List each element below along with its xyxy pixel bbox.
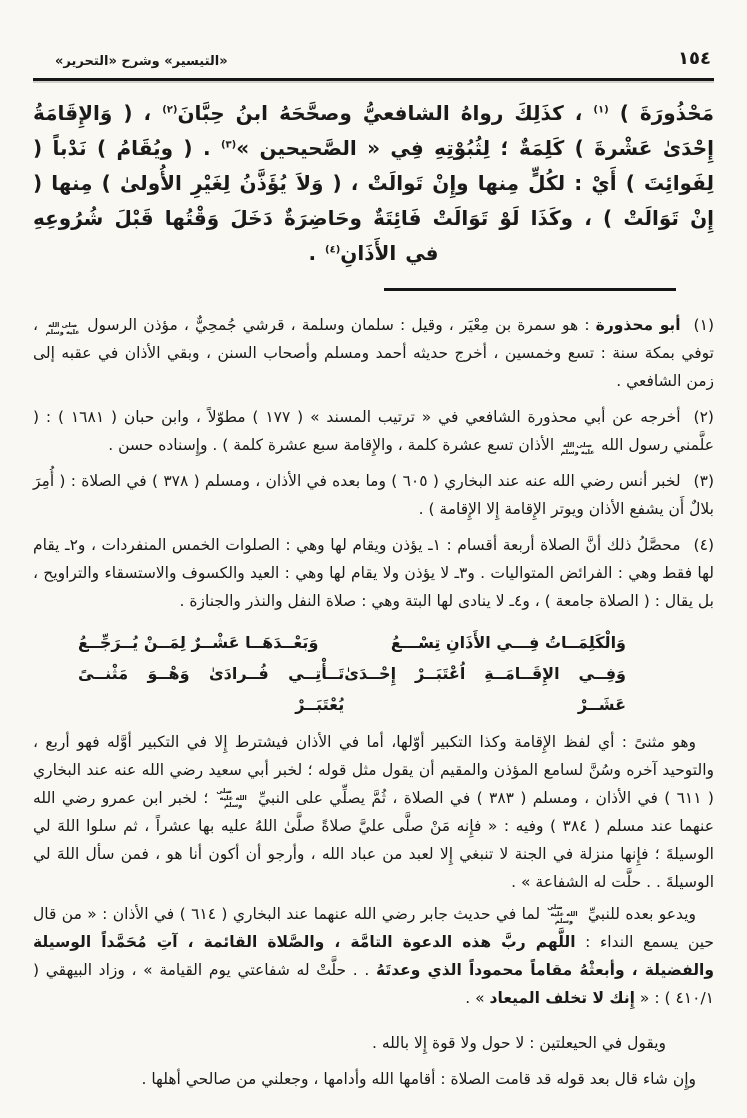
footnote-3-text: لخبر أنس رضي الله عنه عند البخاري ( ٦٠٥ ) وما بعده في الأذان ، ومسلم ( ٣٧٨ ) في الصلاة : ( أُمِرَ بلالٌ أَن يشفع الأذان ويوتر الإِقامة إِلا الإِقامة ) . (33, 472, 714, 518)
verse-line-1 (78, 627, 626, 658)
footnote-2 (33, 403, 714, 459)
verse-2-hemistich-right: وَفِــي الإِقَــامَــةِ اُعْتَبَــرْ إِحْــدَىٰ عَشَــرْ (344, 664, 626, 714)
footnotes-section (33, 311, 714, 1093)
verse-1-hemistich-left: وَبَعْــدَهَــا عَشْــرٌ لِمَــنْ يُــرَجِّــعُ (78, 633, 319, 652)
pbuh-honorific-symbol: صلى الله عليه وسلم (560, 441, 595, 456)
footnote-2-text: أخرجه عن أبي محذورة الشافعي في « ترتيب المسند » ( ١٧٧ ) مطوّلاً ، وابن حبان ( ١٦٨١ ) : ( علَّمني رسول الله صلى الله عليه وسلم الأذان تسع عشرة كلمة ، والإِقامة سبع عشرة كلمة ) . وإِسناده حسن . (33, 408, 714, 456)
pbuh-honorific-symbol: صلى الله عليه وسلم (216, 787, 247, 809)
book-title: «التيسير» وشرح «التحرير» (55, 54, 228, 69)
footnote-separator (384, 288, 676, 291)
pbuh-honorific-symbol: صلى الله عليه وسلم (547, 903, 578, 925)
footnote-1-number: (١) (693, 316, 714, 334)
page-number: ١٥٤ (678, 48, 711, 69)
footnote-3 (33, 467, 714, 523)
commentary-paragraph-4: وإِن شاء قال بعد قوله قد قامت الصلاة : أقامها الله وأدامها ، وجعلني من صالحي أهلها . (141, 1070, 696, 1088)
footnote-4 (33, 531, 714, 615)
footnote-ref-marker: (٤) (325, 244, 341, 256)
header-rule (33, 78, 714, 81)
footnote-ref-marker: (٣) (220, 139, 237, 151)
footnote-2-number: (٢) (693, 408, 714, 426)
commentary-paragraph-3: ويقول في الحيعلتين : لا حول ولا قوة إِلا بالله . (371, 1034, 666, 1052)
verse-block (78, 627, 626, 720)
verse-2-hemistich-left: تَــأْتِــي فُــرادَىٰ وَهْــوَ مَثْنــىً يُعْتَبَــرْ (78, 664, 345, 714)
footnote-1 (33, 311, 714, 395)
footnote-4-number: (٤) (693, 536, 714, 554)
footnote-ref-marker: (١) (593, 104, 609, 116)
footnote-3-number: (٣) (693, 472, 714, 490)
footnote-4-text: محصَّلُ ذلك أنَّ الصلاة أربعة أقسام : ١ـ يؤذن ويقام لها وهي : الصلوات الخمس المنفردات ، و٢ـ يقام لها فقط وهي : الفرائض المتواليات . و٣ـ لا يؤذن ولا يقام لها وهي : العيد والكسوف والاستسقاء والتراويح ، بل يقال : ( الصلاة جامعة ) ، و٤ـ لا ينادى لها البتة وهي : صلاة النفل والنذر والجنازة . (33, 536, 714, 610)
commentary-paragraph-2: ويدعو بعده للنبيِّ صلى الله عليه وسلم لما في حديث جابر رضي الله عنهما عند البخاري ( ٦١٤ ) في الأذان : « من قال حين يسمع النداء : اللَّهم ربَّ هذه الدعوة التامَّة ، والصَّلاة القائمة ، آتِ مُحَمَّداً الوسيلة والفضيلة ، وأبعثْهُ مقاماً محموداً الذي وعدتَهُ . . حلَّتْ له شفاعتي يوم القيامة » ، وزاد البيهقي ( ٤١٠/١ ) : « إِنك لا تخلف الميعاد » . (33, 903, 715, 1007)
pbuh-honorific-symbol: صلى الله عليه وسلم (45, 321, 80, 336)
verse-1-hemistich-right: وَالْكَلِمَــاتُ فِـــي الأَذَانِ تِسْـــعُ (390, 633, 626, 652)
page-header (33, 48, 714, 69)
footnote-1-text: أبو محذورة : هو سمرة بن مِعْيَر ، وقيل : سلمان وسلمة ، قرشي جُمحِيٌّ ، مؤذن الرسول صلى الله عليه وسلم ، توفي بمكة سنة : تسع وخمسين ، أخرج حديثه أحمد ومسلم وأصحاب السنن ، وبقي الأذان في عقبه إلى زمن الشافعي . (33, 316, 714, 390)
commentary-paragraph-1: وهو مثنىً : أي لفظ الإِقامة وكذا التكبير أوّلها، أما في الأذان فيشترط إِلا في التكبير أوَّله فهو أربع ، والتوحيد آخره وسُنَّ لسامع المؤذن والمقيم أن يقول مثل قوله ؛ لخبر أبي سعيد رضي الله عنه عند البخاري ( ٦١١ ) في الأذان ، ومسلم ( ٣٨٣ ) في الصلاة ، ثُمَّ يصلِّي على النبيِّ صلى الله عليه وسلم ؛ لخبر ابن عمرو رضي الله عنهما عند مسلم ( ٣٨٤ ) وفيه : « فإِنه مَنْ صلَّى عليَّ صلاةً صلَّىٰ اللهُ عليه بها عشراً ، ثم سلوا اللهَ لي الوسيلةَ ؛ فإِنها منزلة في الجنة لا تنبغي إِلا لعبد من عباد الله ، وأرجو أن أكون أنا هو ، فمن سأل اللهَ لي الوسيلةَ . . حلَّت له الشفاعة » . (33, 733, 714, 891)
matn-paragraph: مَحْذُورَةَ ) $^{(١)}$ ، كذَلِكَ رواهُ الشافعيُّ وصحَّحَهُ ابنُ حِبَّانَ$^{(٢)}$ ، ( وَالإِقَامَةُ إِحْدَىٰ عَشْرةَ ) كَلِمَةٌ ؛ لِثُبُوْتِهِ فِي « الصَّحيحين »$^{(٣)}$ . ( ويُقَامُ ) نَدْباً ( لِفَوائِتَ ) أَيْ : لكُلٍّ مِنها وإِنْ تَوالَتْ ، ( وَلاَ يُؤَذَّنُ لِغَيْرِ الأُولىٰ ) مِنها ( إِنْ تَوَالَتْ ) ، وكَذَا لَوْ تَوَالَتْ فَائِتَةٌ وحَاضِرَةٌ دَخَلَ وَقْتُها قَبْلَ شُرُوعِهِ في الأَذَانِ$^{(٤)}$ . (33, 101, 714, 265)
verse-line-2 (78, 658, 626, 720)
footnote-ref-marker: (٢) (162, 104, 178, 116)
